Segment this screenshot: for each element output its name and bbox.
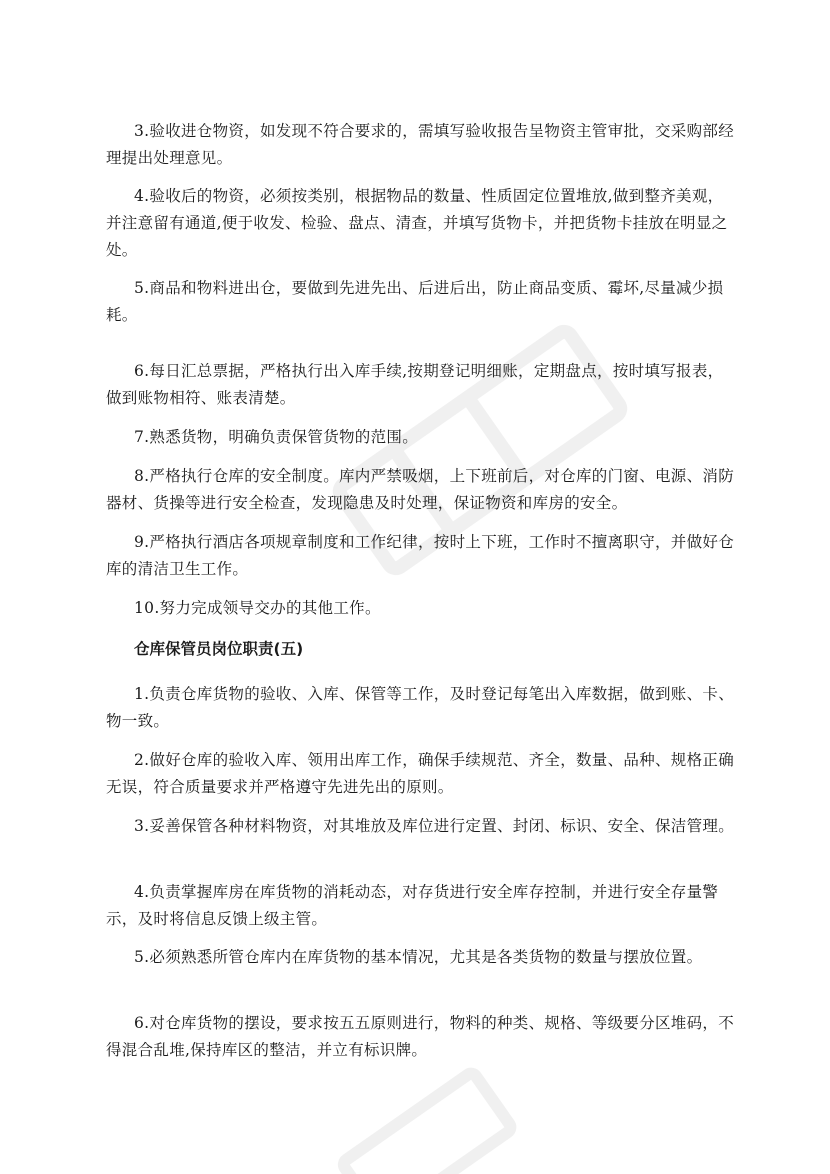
paragraph-a-8: 8.严格执行仓库的安全制度。库内严禁吸烟，上下班前后，对仓库的门窗、电源、消防器材、货操等进行安全检查，发现隐患及时处理，保证物资和库房的安全。	[106, 467, 734, 512]
paragraph-b-6: 6.对仓库货物的摆设，要求按五五原则进行，物料的种类、规格、等级要分区堆码，不得混合乱堆,保持库区的整洁，并立有标识牌。	[106, 1014, 734, 1059]
watermark-mark-lower	[330, 1060, 530, 1174]
paragraph-b-5: 5.必须熟悉所管仓库内在库货物的基本情况，尤其是各类货物的数量与摆放位置。	[134, 948, 703, 966]
paragraph-b-3: 3.妥善保管各种材料物资，对其堆放及库位进行定置、封闭、标识、安全、保洁管理。	[134, 817, 734, 835]
paragraph-a-7: 7.熟悉货物，明确负责保管货物的范围。	[134, 428, 418, 446]
paragraph-a-9: 9.严格执行酒店各项规章制度和工作纪律，按时上下班，工作时不擅离职守，并做好仓库的清洁卫生工作。	[106, 533, 734, 578]
paragraph-b-4: 4.负责掌握库房在库货物的消耗动态，对存货进行安全库存控制，并进行安全存量警示，及时将信息反馈上级主管。	[106, 883, 719, 928]
paragraph-a-6: 6.每日汇总票据，严格执行出入库手续,按期登记明细账，定期盘点，按时填写报表，做到账物相符、账表清楚。	[106, 362, 724, 407]
paragraph-a-10: 10.努力完成领导交办的其他工作。	[134, 599, 381, 617]
paragraph-b-2: 2.做好仓库的验收入库、领用出库工作，确保手续规范、齐全，数量、品种、规格正确无误，符合质量要求并严格遵守先进先出的原则。	[106, 751, 734, 796]
paragraph-a-3: 3.验收进仓物资，如发现不符合要求的，需填写验收报告呈物资主管审批，交采购部经理提出处理意见。	[106, 122, 734, 167]
paragraph-a-4: 4.验收后的物资，必须按类别，根据物品的数量、性质固定位置堆放,做到整齐美观，并注意留有通道,便于收发、检验、盘点、清查，并填写货物卡，并把货物卡挂放在明显之处。	[106, 187, 728, 259]
paragraph-b-1: 1.负责仓库货物的验收、入库、保管等工作，及时登记每笔出入库数据，做到账、卡、物一致。	[106, 685, 734, 730]
section-heading: 仓库保管员岗位职责(五)	[134, 640, 304, 658]
paragraph-a-5: 5.商品和物料进出仓，要做到先进先出、后进后出，防止商品变质、霉坏,尽量减少损耗。	[106, 279, 724, 324]
